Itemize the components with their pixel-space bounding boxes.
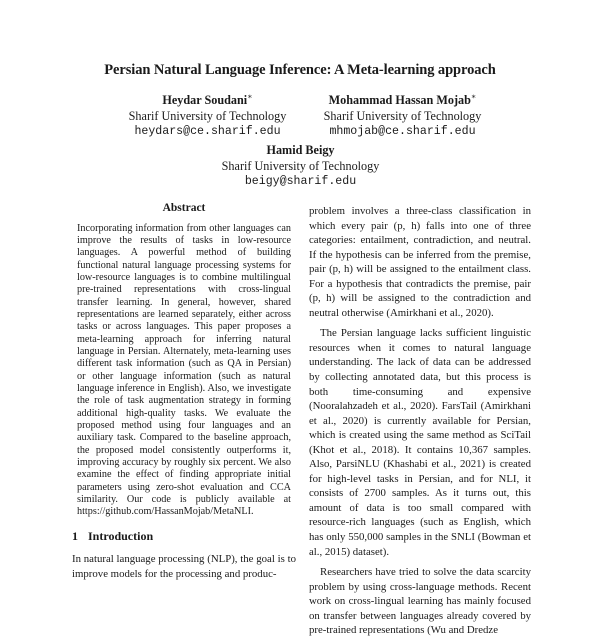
author-affiliation: Sharif University of Technology [128,108,287,123]
author-name: Mohammad Hassan Mojab∗ [328,92,477,108]
abstract-heading: Abstract [162,202,206,214]
author-email: beigy@sharif.edu [244,175,357,189]
left-column [72,201,296,581]
section-heading: 1 Introduction [72,528,154,543]
paper-title: Persian Natural Language Inference: A Meta-learning approach [104,62,496,78]
author-block [188,139,413,190]
author-email: mhmojab@ce.sharif.edu [329,125,476,139]
author-block [290,89,515,140]
body-paragraph: The Persian language lacks sufficient linguistic resources when it comes to natural language understanding. The lack of data can be addressed by collecting annotated data, but this process is both time-consuming and expensive (Nooralahzadeh et al., 2020). FarsTail (Amirkhani et al., 2020) is currently available for Persian, which is created using the same method as SciTail (Khot et al., 2018). It contains 10,367 samples. Also, ParsiNLU (Khashabi et al., 2021) is created for high-level tasks in Persian, and for NLI, it consists of 2700 samples. As it turns out, this amount of data is too small compared with resource-rich languages (such as English, which has only 550,000 samples in the SNLI (Bowman et al., 2015) dataset). [309,327,531,558]
author-name: Hamid Beigy [266,143,335,158]
author-email: heydars@ce.sharif.edu [134,125,281,139]
body-paragraph: problem involves a three-class classification in which every pair (p, h) falls into one of three categories: entailment, contradiction, and neutral. If the hypothesis can be inferred from the premise, pair (p, h) will be assigned to the entailment class. For a hypothesis that contradicts the premise, pair (p, h) will be assigned to the contradiction and neutral otherwise (Amirkhani et al., 2020). [309,205,531,319]
body-paragraph: Researchers have tried to solve the data scarcity problem by using cross-language methods. Recent work on cross-lingual learning has mainly focused on transfer between languages already covered by pre-trained representations (Wu and Dredze [309,566,531,637]
author-affiliation: Sharif University of Technology [221,158,380,173]
right-column [309,204,531,638]
abstract-text: Incorporating information from other languages can improve the results of tasks in low-resource languages. A powerful method of building functional natural language processing systems for low-resource languages is to combine multilingual pre-trained representations with cross-lingual transfer learning. In general, however, shared representations are learned separately, either across tasks or across languages. This paper proposes a meta-learning approach for inferring natural language in Persian. Alternately, meta-learning uses different task information (such as QA in Persian) or other language information (such as natural language inference in English). Also, we investigate the role of task augmentation strategy in forming additional high-quality tasks. We evaluate the proposed method using four languages and an auxiliary task. Compared to the baseline approach, the proposed model consistently outperforms it, improving accuracy by roughly six percent. We also examine the effect of finding appropriate initial parameters using zero-shot evaluation and CCA similarity. Our code is publicly available at https://github.com/HassanMojab/MetaNLI. [77,222,291,518]
author-name: Heydar Soudani∗ [162,92,253,108]
author-affiliation: Sharif University of Technology [323,108,482,123]
intro-paragraph: In natural language processing (NLP), the goal is to improve models for the processing and produc- [72,553,296,580]
author-block [95,89,320,140]
